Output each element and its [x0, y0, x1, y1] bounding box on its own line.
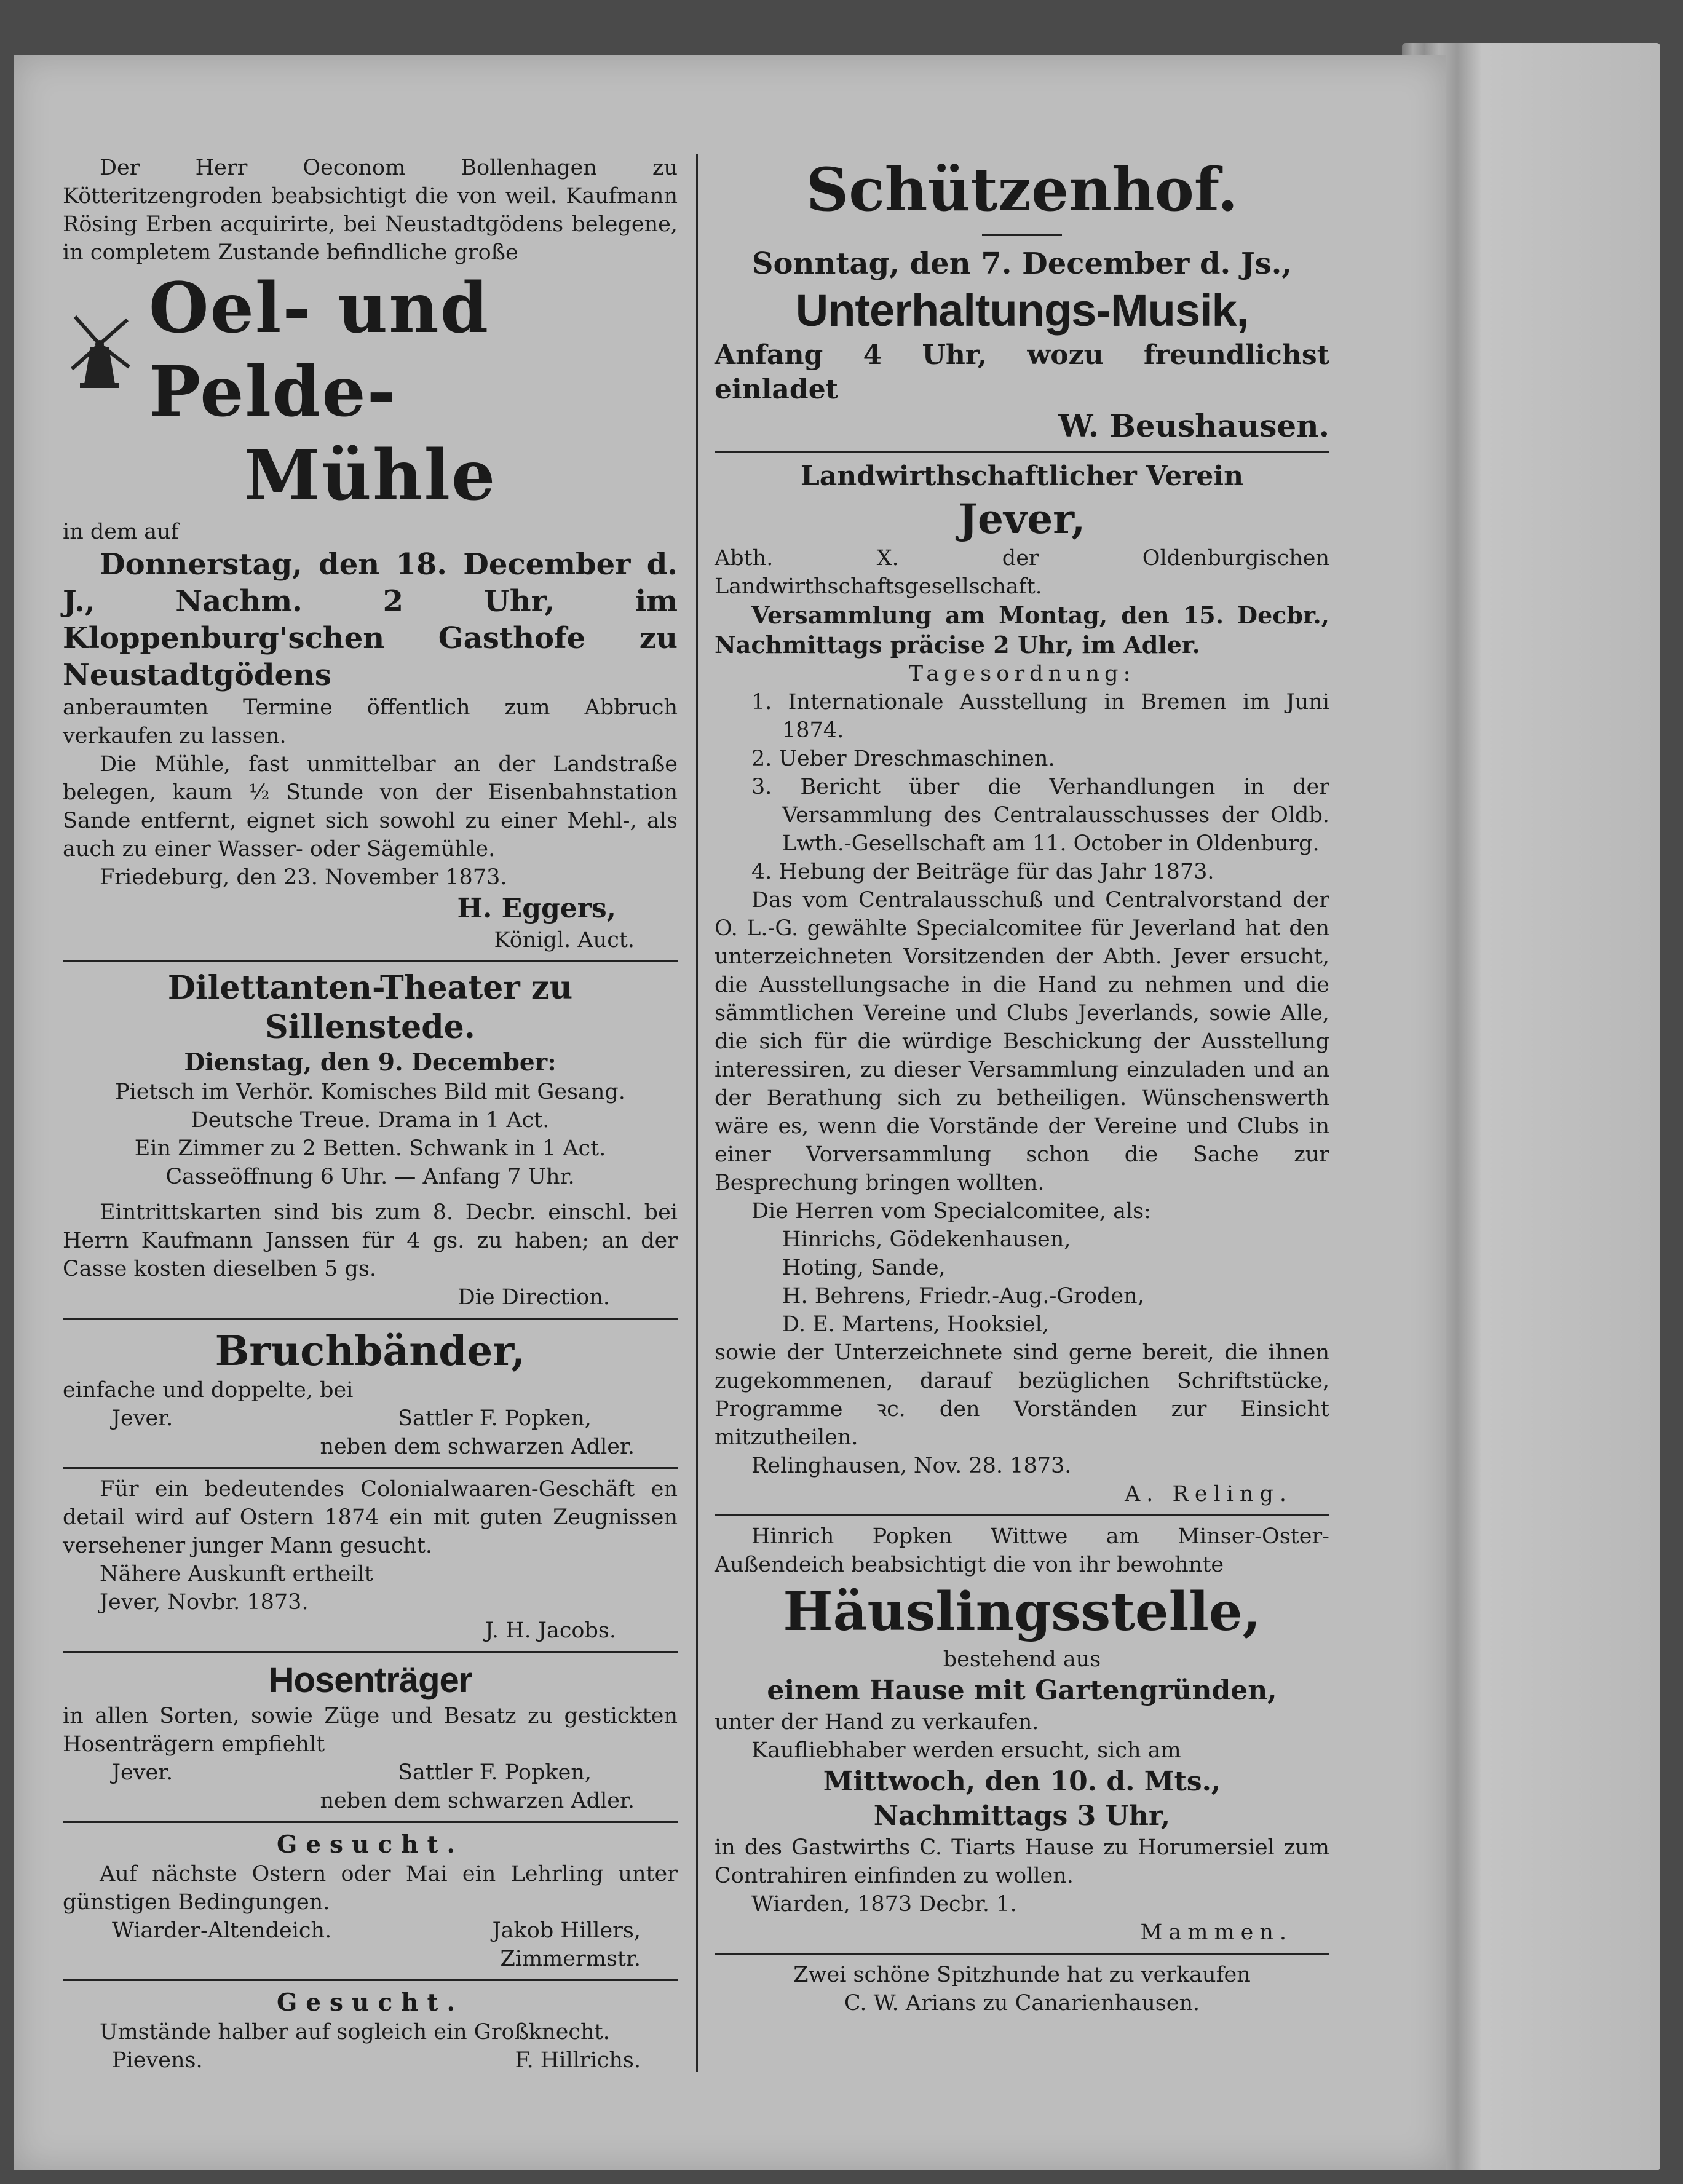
society-agenda-list — [715, 688, 1329, 886]
schuetzenhof-event: Unterhaltungs-Musik, — [795, 285, 1249, 336]
agenda-item: 1. Internationale Ausstellung in Bremen im Juni 1874. — [751, 690, 1329, 743]
left-column — [63, 154, 678, 2075]
suspenders-seller-row — [63, 1759, 678, 1787]
society-place-date: Relinghausen, Nov. 28. 1873. — [751, 1454, 1072, 1478]
mill-signature-title: Königl. Auct. — [494, 928, 635, 952]
mill-text2: Die Mühle, fast unmittelbar an der Landstraße belegen, kaum ½ Stunde von der Eisenbahnstation Sande entfernt, eignet sich sowohl zu einer Mehl-, als auch zu einer Wasser- oder Sägemühle. — [63, 752, 678, 861]
suspenders-seller-location: neben dem schwarzen Adler. — [320, 1789, 635, 1813]
farmhand-place: Pievens. — [112, 2048, 203, 2073]
divider — [715, 1953, 1329, 1955]
society-committee-list — [715, 1225, 1329, 1339]
schuetzenhof-date: Sonntag, den 7. December d. Js., — [751, 247, 1293, 281]
divider — [63, 960, 678, 962]
mill-lead: in dem auf — [63, 520, 179, 544]
schuetzenhof-ad — [715, 154, 1329, 445]
society-title2: Jever, — [958, 495, 1086, 543]
agenda-item: 4. Hebung der Beiträge für das Jahr 1873. — [751, 860, 1214, 884]
divider — [63, 1651, 678, 1653]
farmhand-text: Umstände halber auf sogleich ein Großknecht. — [100, 2020, 610, 2044]
theater-program-4: Casseöffnung 6 Uhr. — Anfang 7 Uhr. — [165, 1165, 575, 1189]
society-text2: sowie der Unterzeichnete sind gerne bereit, die ihnen zugekommenen, darauf bezüglichen Schriftstücke, Programme ꝛc. den Vorständen zur Einsicht mitzutheilen. — [715, 1340, 1329, 1450]
mill-auction-date: Donnerstag, den 18. December d. J., Nachm. 2 Uhr, im Kloppenburg'schen Gasthofe zu Neustadtgödens — [63, 547, 678, 692]
cottage-date1: Mittwoch, den 10. d. Mts., — [823, 1766, 1221, 1797]
cottage-text: Kaufliebhaber werden ersucht, sich am — [751, 1738, 1181, 1763]
farmhand-signature-row — [63, 2046, 678, 2075]
cottage-title: Häuslingsstelle, — [783, 1581, 1261, 1643]
truss-ad — [63, 1326, 678, 1461]
suspenders-text: in allen Sorten, sowie Züge und Besatz zu gestickten Hosenträgern empfiehlt — [63, 1704, 678, 1757]
apprentice-signature-title: Zimmermstr. — [500, 1947, 641, 1971]
cottage-intro: Hinrich Popken Wittwe am Minser-Oster-Außendeich beabsichtigt die von ihr bewohnte — [715, 1524, 1329, 1577]
divider — [63, 1821, 678, 1823]
schuetzenhof-title: Schützenhof. — [806, 155, 1238, 224]
committee-member: H. Behrens, Friedr.-Aug.-Groden, — [782, 1284, 1144, 1308]
mill-signature: H. Eggers, — [457, 893, 616, 924]
windmill-icon — [63, 311, 137, 390]
mill-sale-ad — [63, 154, 678, 954]
truss-title: Bruchbänder, — [215, 1327, 526, 1375]
cottage-date2: Nachmittags 3 Uhr, — [873, 1800, 1171, 1832]
mill-sale-intro: Der Herr Oeconom Bollenhagen zu Kötteritzengroden beabsichtigt die von weil. Kaufmann Rösing Erben acquirirte, bei Neustadtgödens belegene, in completem Zustande befindliche große — [63, 156, 678, 265]
truss-place: Jever. — [112, 1406, 173, 1431]
agenda-item: 3. Bericht über die Verhandlungen in der Versammlung des Centralausschusses der Oldb. Lwth.-Gesellschaft am 11. October in Oldenburg. — [751, 775, 1329, 856]
theater-signature: Die Direction. — [457, 1285, 610, 1310]
committee-member: D. E. Martens, Hooksiel, — [782, 1312, 1049, 1337]
farmhand-wanted-ad — [63, 1987, 678, 2075]
apprentice-title: Gesucht. — [276, 1830, 464, 1859]
short-rule — [982, 234, 1062, 236]
clerk-info2: Jever, Novbr. 1873. — [100, 1590, 309, 1615]
society-agenda-title: Tagesordnung: — [908, 662, 1136, 686]
divider — [63, 1318, 678, 1320]
society-sub: Abth. X. der Oldenburgischen Landwirthschaftsgesellschaft. — [715, 546, 1329, 599]
divider — [715, 1514, 1329, 1516]
mill-title-line1: Oel- und Pelde- — [149, 268, 490, 432]
agenda-item: 2. Ueber Dreschmaschinen. — [751, 746, 1055, 771]
farmhand-title: Gesucht. — [276, 1988, 464, 2017]
committee-member: Hinrichs, Gödekenhausen, — [782, 1227, 1071, 1252]
newspaper-page — [14, 55, 1446, 2170]
apprentice-signature: Jakob Hillers, — [492, 1918, 641, 1943]
cottage-signature: Mammen. — [1140, 1920, 1293, 1945]
cottage-place-date: Wiarden, 1873 Decbr. 1. — [751, 1892, 1017, 1917]
society-title1: Landwirthschaftlicher Verein — [800, 461, 1244, 492]
truss-seller-row — [63, 1404, 678, 1433]
clerk-info1: Nähere Auskunft ertheilt — [100, 1562, 373, 1586]
suspenders-seller: Sattler F. Popken, — [397, 1760, 592, 1785]
suspenders-title: Hosenträger — [268, 1660, 472, 1700]
theater-title: Dilettanten-Theater zu Sillenstede. — [167, 969, 573, 1046]
suspenders-place: Jever. — [112, 1760, 173, 1785]
clerk-wanted-ad — [63, 1475, 678, 1645]
mill-title-row — [63, 267, 678, 434]
dogs-text1: Zwei schöne Spitzhunde hat zu verkaufen — [793, 1963, 1251, 1987]
theater-program-2: Deutsche Treue. Drama in 1 Act. — [191, 1108, 550, 1133]
dogs-sale-ad — [715, 1961, 1329, 2017]
farmhand-signature: F. Hillrichs. — [515, 2048, 641, 2073]
apprentice-signature-row — [63, 1917, 678, 1945]
society-committee-intro: Die Herren vom Specialcomitee, als: — [751, 1199, 1151, 1224]
schuetzenhof-signature: W. Beushausen. — [1058, 408, 1329, 444]
truss-seller: Sattler F. Popken, — [397, 1406, 592, 1431]
divider — [63, 1979, 678, 1981]
theater-date: Dienstag, den 9. December: — [184, 1048, 556, 1077]
theater-program-1: Pietsch im Verhör. Komisches Bild mit Gesang. — [115, 1080, 625, 1104]
column-divider — [696, 154, 698, 2072]
cottage-sub2: einem Hause mit Gartengründen, — [767, 1675, 1277, 1706]
apprentice-place: Wiarder-Altendeich. — [112, 1918, 332, 1943]
truss-line1: einfache und doppelte, bei — [63, 1378, 354, 1403]
cottage-sub1: bestehend aus — [943, 1647, 1101, 1672]
theater-ad — [63, 968, 678, 1312]
mill-title-line2: Mühle — [244, 435, 497, 516]
theater-tickets: Eintrittskarten sind bis zum 8. Decbr. einschl. bei Herrn Kaufmann Janssen für 4 gs. zu haben; an der Casse kosten dieselben 5 gs. — [63, 1200, 678, 1281]
clerk-signature: J. H. Jacobs. — [485, 1618, 616, 1643]
dogs-text2: C. W. Arians zu Canarienhausen. — [844, 1991, 1200, 2016]
apprentice-wanted-ad — [63, 1829, 678, 1973]
committee-member: Hoting, Sande, — [782, 1256, 946, 1280]
mill-place-date: Friedeburg, den 23. November 1873. — [100, 865, 507, 890]
agricultural-society-ad — [715, 459, 1329, 1508]
society-meeting: Versammlung am Montag, den 15. Decbr., Nachmittags präcise 2 Uhr, im Adler. — [715, 601, 1329, 659]
mill-text1: anberaumten Termine öffentlich zum Abbruch verkaufen zu lassen. — [63, 695, 678, 748]
society-signature: A. Reling. — [1124, 1482, 1293, 1506]
divider — [63, 1467, 678, 1469]
apprentice-text: Auf nächste Ostern oder Mai ein Lehrling unter günstigen Bedingungen. — [63, 1862, 678, 1915]
right-column — [715, 154, 1329, 2017]
divider — [715, 451, 1329, 453]
cottage-text2: in des Gastwirths C. Tiarts Hause zu Horumersiel zum Contrahiren einfinden zu wollen. — [715, 1835, 1329, 1888]
cottage-sub3: unter der Hand zu verkaufen. — [715, 1710, 1039, 1735]
truss-seller-location: neben dem schwarzen Adler. — [320, 1434, 635, 1459]
schuetzenhof-text: Anfang 4 Uhr, wozu freundlichst einladet — [715, 339, 1329, 405]
theater-program-3: Ein Zimmer zu 2 Betten. Schwank in 1 Act. — [134, 1136, 606, 1161]
clerk-text: Für ein bedeutendes Colonialwaaren-Geschäft en detail wird auf Ostern 1874 ein mit guten Zeugnissen versehener junger Mann gesucht. — [63, 1477, 678, 1558]
cottage-sale-ad — [715, 1522, 1329, 1947]
suspenders-ad — [63, 1659, 678, 1815]
society-text1: Das vom Centralausschuß und Centralvorstand der O. L.-G. gewählte Specialcomitee für Jeverland hat den unterzeichneten Vorsitzenden der Abth. Jever ersucht, die Ausstellungsache in die Hand zu nehmen und die sämmtlichen Vereine und Clubs Jeverlands, sowie Alle, die sich für die würdige Beschickung der Ausstellung interessiren, zu dieser Versammlung einzuladen und an der Berathung sich zu betheiligen. Wünschenswerth wäre es, wenn die Vorstände der Vereine und Clubs in einer Vorversammlung schon die Sache zur Besprechung bringen wollten. — [715, 888, 1329, 1195]
